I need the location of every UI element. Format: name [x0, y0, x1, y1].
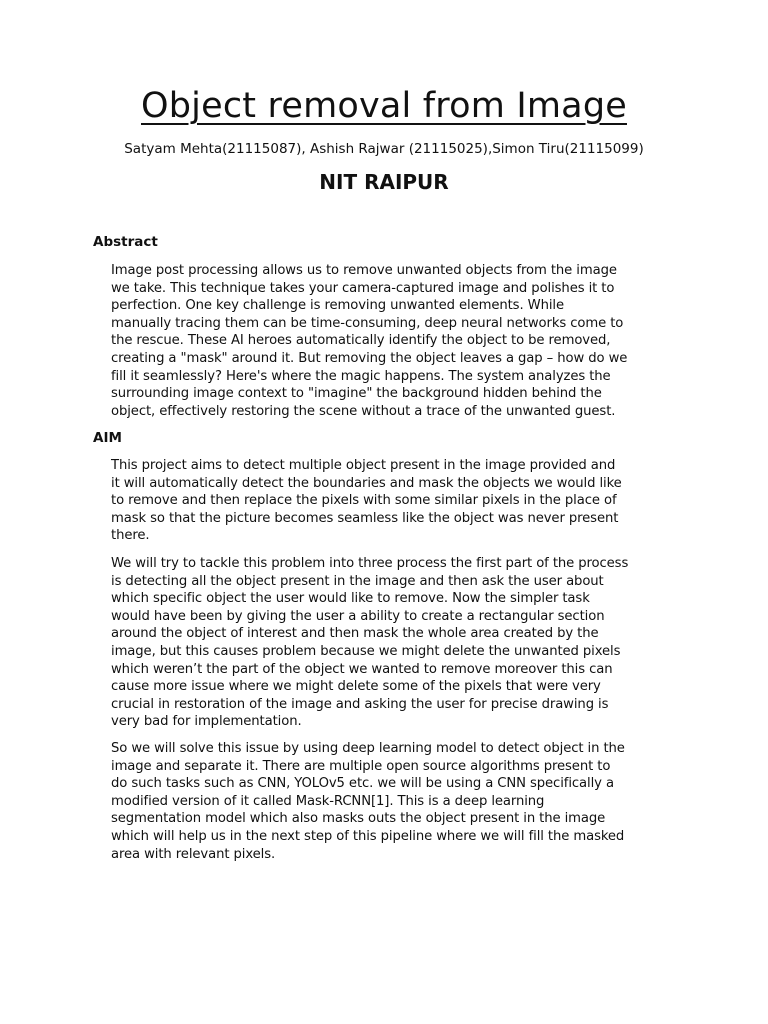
text-line: manually tracing them can be time-consuming, deep neural networks come to — [111, 315, 624, 331]
aim-paragraph-2 — [111, 555, 679, 731]
text-line: surrounding image context to "imagine" the background hidden behind the — [111, 386, 602, 402]
text-line: we take. This technique takes your camera-captured image and polishes it to — [111, 280, 615, 296]
text-line: is detecting all the object present in the image and then ask the user about — [111, 573, 604, 589]
text-line: segmentation model which also masks outs the object present in the image — [111, 811, 606, 827]
text-line: creating a "mask" around it. But removing the object leaves a gap – how do we — [111, 350, 628, 366]
aim-paragraph-1 — [111, 457, 679, 545]
text-line: image, but this causes problem because we might delete the unwanted pixels — [111, 643, 621, 659]
document-title: Object removal from Image — [141, 86, 627, 126]
text-line: We will try to tackle this problem into three process the first part of the process — [111, 556, 629, 571]
text-line: Image post processing allows us to remove unwanted objects from the image — [111, 263, 617, 278]
text-line: cause more issue where we might delete some of the pixels that were very — [111, 679, 601, 695]
abstract-paragraph — [111, 262, 679, 420]
text-line: it will automatically detect the boundaries and mask the objects we would like — [111, 475, 622, 491]
text-line: modified version of it called Mask-RCNN[1]. This is a deep learning — [111, 793, 545, 809]
text-line: which specific object the user would like to remove. Now the simpler task — [111, 591, 590, 607]
text-line: fill it seamlessly? Here's where the magic happens. The system analyzes the — [111, 368, 611, 384]
text-line: to remove and then replace the pixels with some similar pixels in the place of — [111, 493, 617, 509]
text-line: around the object of interest and then mask the whole area created by the — [111, 626, 599, 642]
text-line: very bad for implementation. — [111, 714, 302, 730]
text-line: object, effectively restoring the scene without a trace of the unwanted guest. — [111, 403, 616, 419]
text-line: mask so that the picture becomes seamless like the object was never present — [111, 510, 619, 526]
text-line: which weren’t the part of the object we wanted to remove moreover this can — [111, 661, 613, 677]
text-line: would have been by giving the user a ability to create a rectangular section — [111, 608, 605, 624]
text-line: So we will solve this issue by using deep learning model to detect object in the — [111, 741, 625, 756]
text-line: perfection. One key challenge is removing unwanted elements. While — [111, 298, 564, 314]
institute-name: NIT RAIPUR — [319, 170, 449, 194]
text-line: area with relevant pixels. — [111, 846, 276, 862]
text-line: do such tasks such as CNN, YOLOv5 etc. we will be using a CNN specifically a — [111, 776, 614, 792]
aim-paragraph-3 — [111, 740, 679, 863]
text-line: the rescue. These AI heroes automatically identify the object to be removed, — [111, 333, 611, 349]
text-line: This project aims to detect multiple object present in the image provided and — [111, 458, 616, 473]
text-line: image and separate it. There are multiple open source algorithms present to — [111, 758, 611, 774]
text-line: crucial in restoration of the image and asking the user for precise drawing is — [111, 696, 609, 712]
text-line: there. — [111, 528, 150, 544]
author-list: Satyam Mehta(21115087), Ashish Rajwar (21115025),Simon Tiru(21115099) — [124, 141, 644, 157]
abstract-heading: Abstract — [93, 234, 158, 250]
aim-heading: AIM — [93, 430, 122, 446]
text-line: which will help us in the next step of this pipeline where we will fill the masked — [111, 828, 625, 844]
